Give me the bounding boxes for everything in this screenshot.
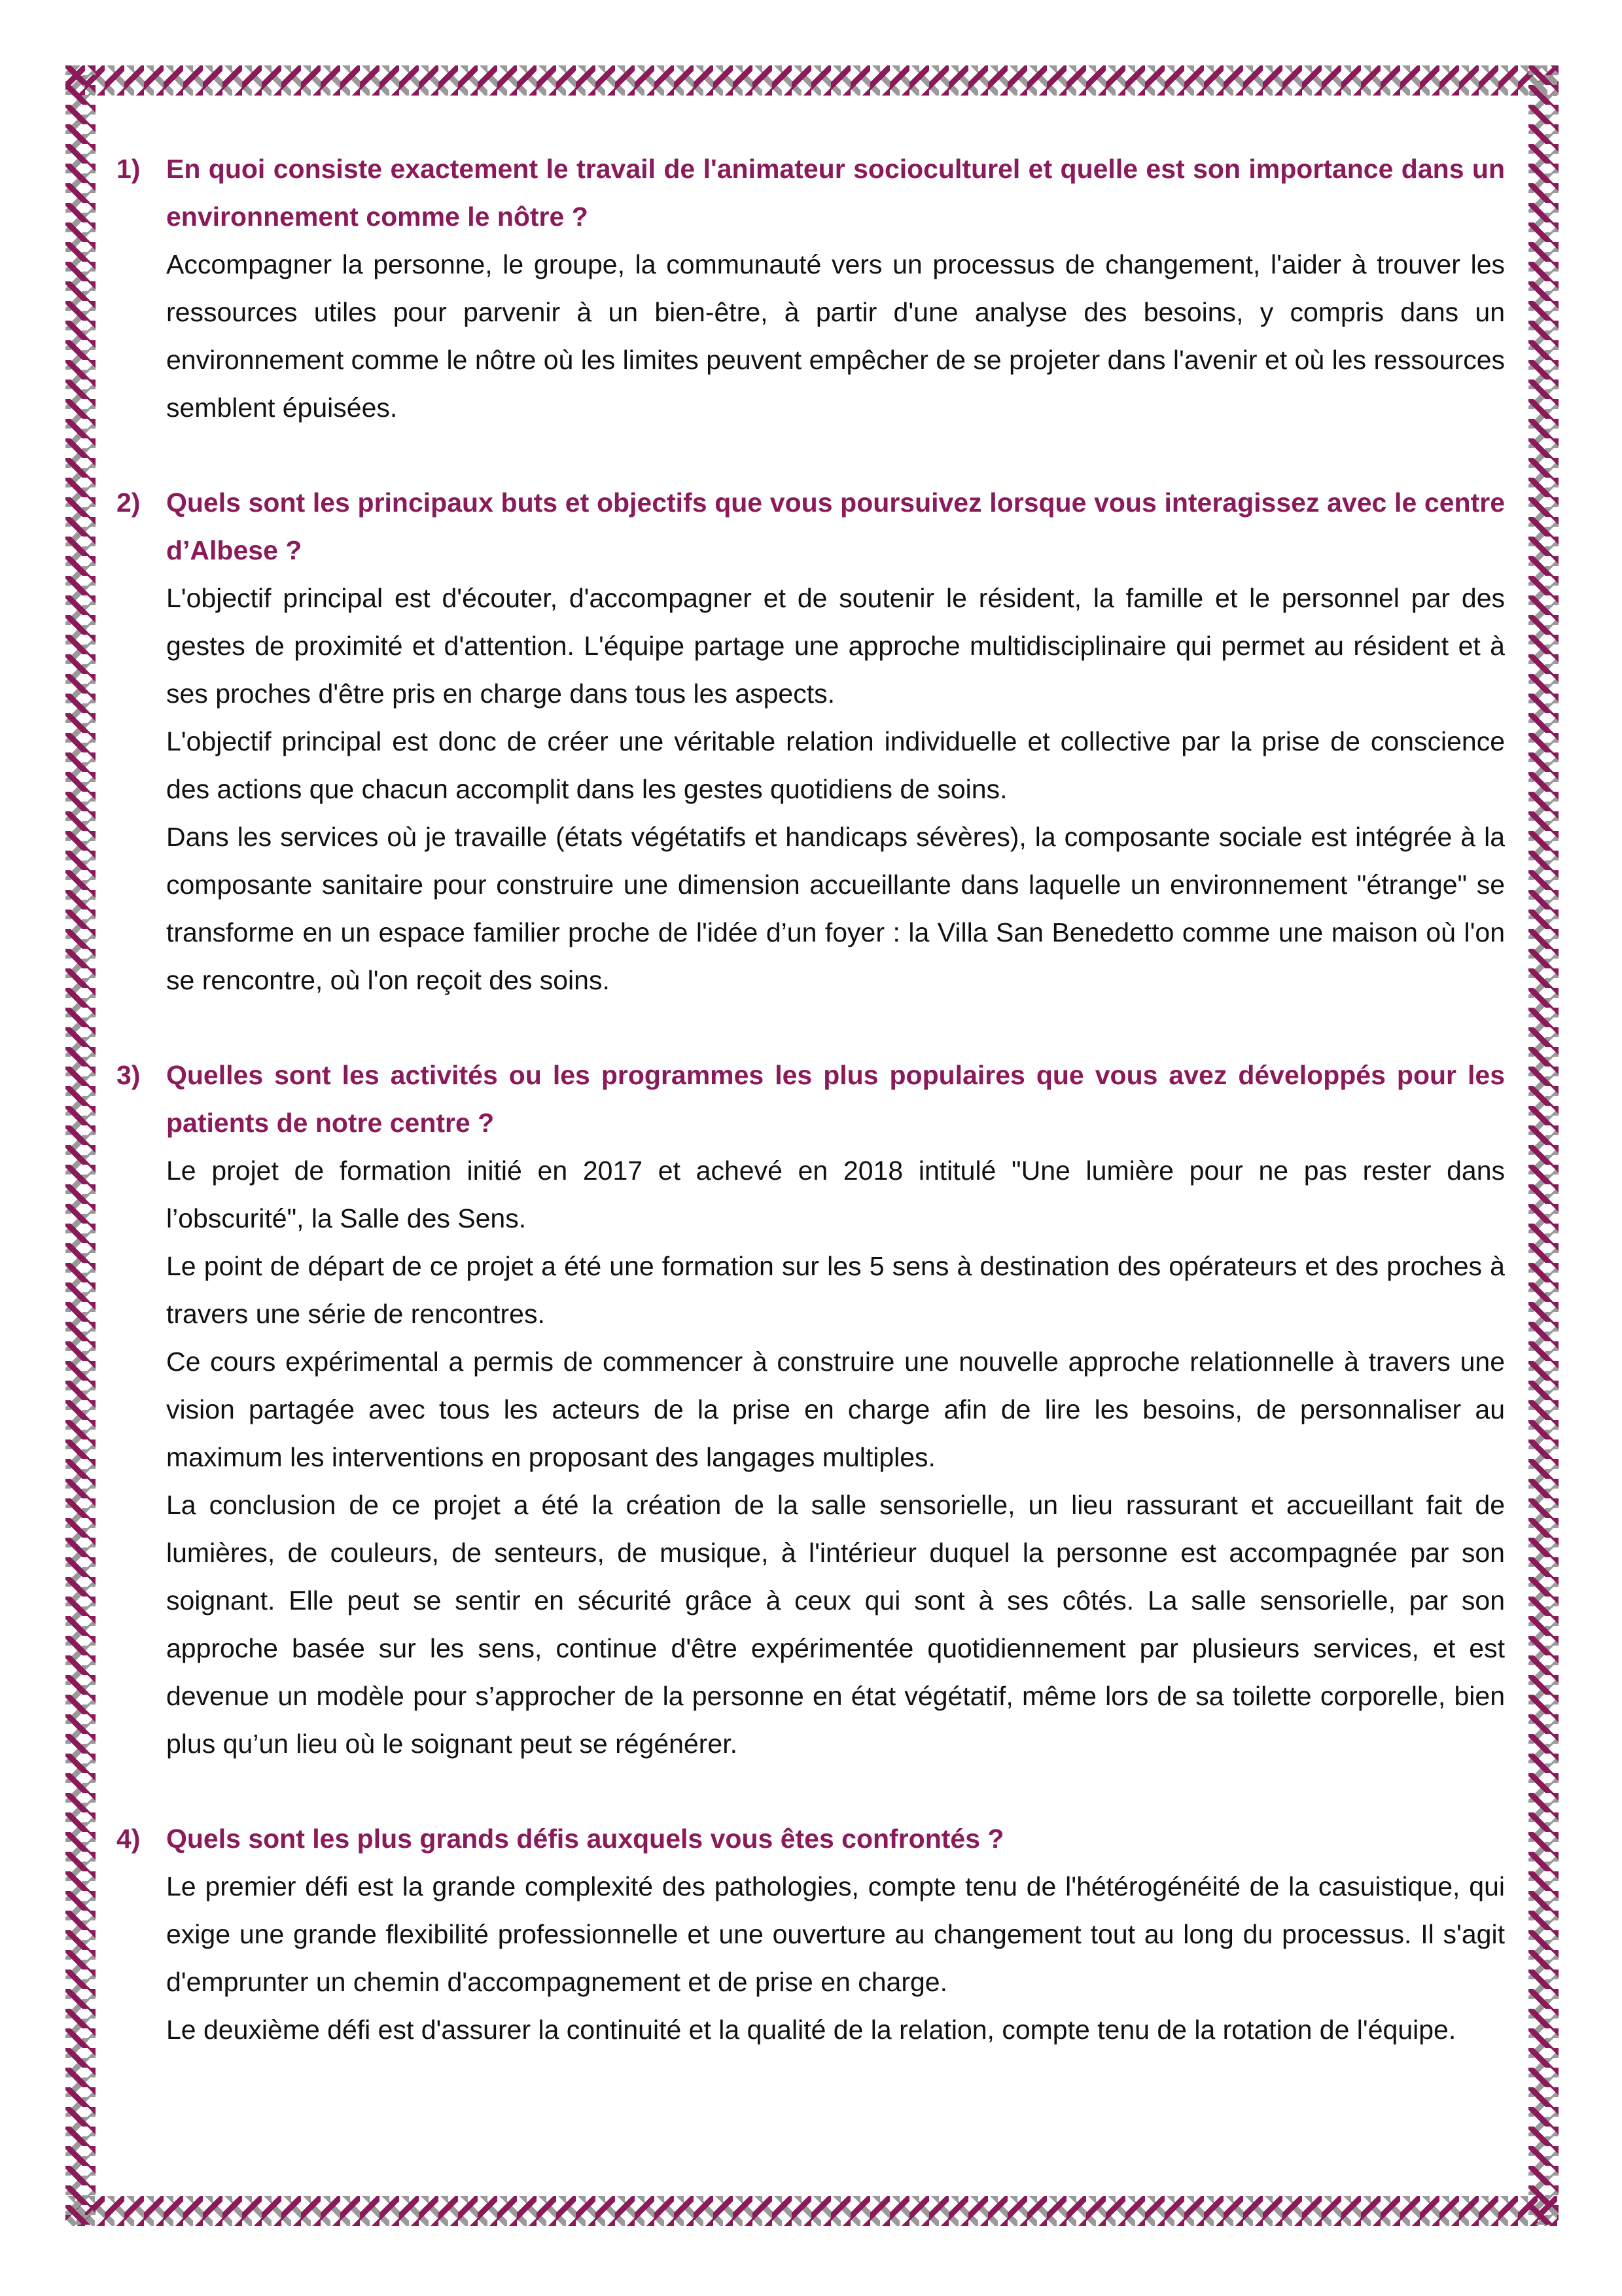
answer-3 <box>166 1147 1505 1768</box>
decorative-border-top <box>65 65 1559 96</box>
question-1 <box>116 145 1505 241</box>
question-text: Quels sont les principaux buts et objectifs que vous poursuivez lorsque vous interagissez avec le centre d’Albese ? <box>166 487 1505 565</box>
answer-4 <box>166 1863 1505 2054</box>
qa-section-1 <box>116 145 1505 432</box>
question-4 <box>116 1815 1505 1863</box>
question-text: Quels sont les plus grands défis auxquels vous êtes confrontés ? <box>166 1824 1004 1854</box>
question-2 <box>116 479 1505 574</box>
decorative-border-left <box>65 65 96 2225</box>
answer-paragraph: Ce cours expérimental a permis de commencer à construire une nouvelle approche relationnelle à travers une vision partagée avec tous les acteurs de la prise en charge afin de lire les besoins, de personnaliser au maximum les interventions en proposant des langages multiples. <box>166 1347 1505 1472</box>
question-number: 3) <box>116 1060 141 1090</box>
answer-paragraph: Accompagner la personne, le groupe, la communauté vers un processus de changement, l'aider à trouver les ressources utiles pour parvenir à un bien-être, à partir d'une analyse des besoins, y compris dans un environnement comme le nôtre où les limites peuvent empêcher de se projeter dans l'avenir et où les ressources semblent épuisées. <box>166 249 1505 423</box>
answer-1 <box>166 241 1505 432</box>
qa-section-4 <box>116 1815 1505 2054</box>
answer-paragraph: Le point de départ de ce projet a été une formation sur les 5 sens à destination des opérateurs et des proches à travers une série de rencontres. <box>166 1251 1505 1329</box>
answer-paragraph: L'objectif principal est donc de créer une véritable relation individuelle et collective par la prise de conscience des actions que chacun accomplit dans les gestes quotidiens de soins. <box>166 726 1505 804</box>
question-number: 2) <box>116 487 141 518</box>
qa-section-2 <box>116 479 1505 1004</box>
qa-section-3 <box>116 1051 1505 1768</box>
question-number: 1) <box>116 154 141 184</box>
answer-paragraph: Le premier défi est la grande complexité des pathologies, compte tenu de l'hétérogénéité de la casuistique, qui exige une grande flexibilité professionnelle et une ouverture au changement tout au long du processus. Il s'agit d'emprunter un chemin d'accompagnement et de prise en charge. <box>166 1871 1505 1997</box>
decorative-border-right <box>1528 65 1559 2225</box>
question-text: Quelles sont les activités ou les programmes les plus populaires que vous avez développés pour les patients de notre centre ? <box>166 1060 1505 1138</box>
answer-paragraph: La conclusion de ce projet a été la création de la salle sensorielle, un lieu rassurant et accueillant fait de lumières, de couleurs, de senteurs, de musique, à l'intérieur duquel la personne est accompagnée par son soignant. Elle peut se sentir en sécurité grâce à ceux qui sont à ses côtés. La salle sensorielle, par son approche basée sur les sens, continue d'être expérimentée quotidiennement par plusieurs services, et est devenue un modèle pour s’approcher de la personne en état végétatif, même lors de sa toilette corporelle, bien plus qu’un lieu où le soignant peut se régénérer. <box>166 1490 1505 1759</box>
answer-2 <box>166 574 1505 1004</box>
question-number: 4) <box>116 1824 141 1854</box>
answer-paragraph: Le projet de formation initié en 2017 et achevé en 2018 intitulé "Une lumière pour ne pas rester dans l’obscurité", la Salle des Sens. <box>166 1156 1505 1233</box>
answer-paragraph: Dans les services où je travaille (états végétatifs et handicaps sévères), la composante sociale est intégrée à la composante sanitaire pour construire une dimension accueillante dans laquelle un environnement "étrange" se transforme en un espace familier proche de l'idée d’un foyer : la Villa San Benedetto comme une maison où l'on se rencontre, où l'on reçoit des soins. <box>166 822 1505 995</box>
answer-paragraph: L'objectif principal est d'écouter, d'accompagner et de soutenir le résident, la famille et le personnel par des gestes de proximité et d'attention. L'équipe partage une approche multidisciplinaire qui permet au résident et à ses proches d'être pris en charge dans tous les aspects. <box>166 583 1505 709</box>
decorative-border-bottom <box>65 2196 1559 2226</box>
answer-paragraph: Le deuxième défi est d'assurer la continuité et la qualité de la relation, compte tenu de la rotation de l'équipe. <box>166 2015 1456 2045</box>
question-text: En quoi consiste exactement le travail de l'animateur socioculturel et quelle est son importance dans un environnement comme le nôtre ? <box>166 154 1505 232</box>
interview-content <box>116 145 1505 2101</box>
question-3 <box>116 1051 1505 1147</box>
